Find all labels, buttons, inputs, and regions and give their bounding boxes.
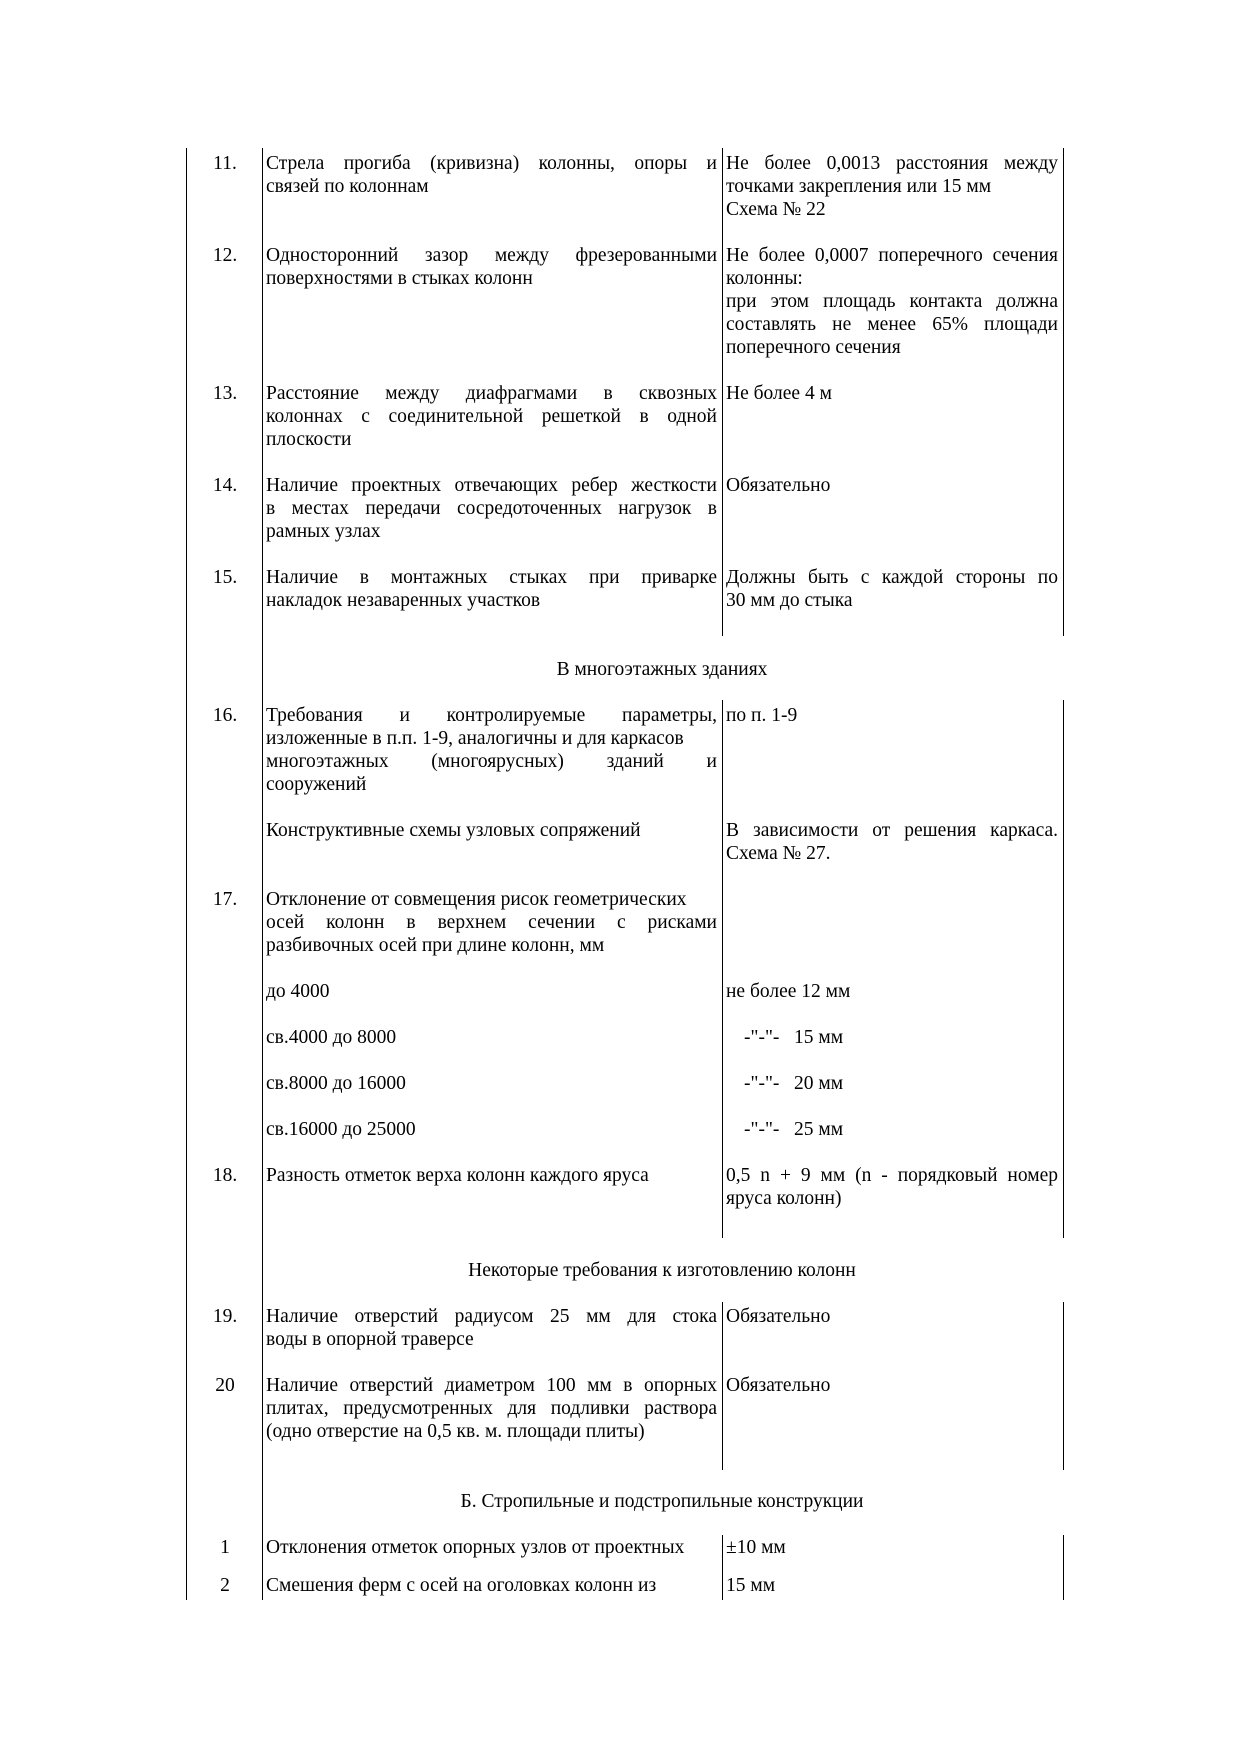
value-cell (726, 1574, 1058, 1597)
requirement-line: в местах передачи сосредоточенных нагрузок в (266, 498, 717, 519)
column-divider-2a (722, 148, 723, 636)
requirement-line: св.4000 до 8000 (266, 1027, 397, 1048)
section-heading: В многоэтажных зданиях (556, 659, 768, 680)
value-line: Не более 0,0013 расстояния между (726, 153, 1058, 174)
column-divider-2d (722, 1535, 723, 1600)
column-divider-2c (722, 1302, 723, 1470)
table-border-right-d (1063, 1535, 1064, 1600)
requirement-cell (266, 1118, 717, 1141)
requirement-line: Наличие отверстий радиусом 25 мм для стока (266, 1306, 717, 1327)
requirement-line: плоскости (266, 429, 352, 450)
row-number: 20 (215, 1375, 235, 1396)
value-line: В зависимости от решения каркаса. (726, 820, 1058, 841)
value-line: яруса колонн) (726, 1188, 842, 1209)
value-cell (726, 980, 1058, 1003)
row-number: 17. (212, 889, 238, 910)
value-line: поперечного сечения (726, 337, 901, 358)
requirement-cell (266, 1026, 717, 1049)
row-number: 16. (212, 705, 238, 726)
requirement-cell (266, 980, 717, 1003)
value-line: -"-"- 20 мм (744, 1073, 844, 1094)
requirement-line: Разность отметок верха колонн каждого яруса (266, 1165, 649, 1186)
requirement-line: Конструктивные схемы узловых сопряжений (266, 820, 641, 841)
requirement-line: (одно отверстие на 0,5 кв. м. площади плиты) (266, 1421, 645, 1442)
requirement-line: изложенные в п.п. 1-9, аналогичны и для каркасов (266, 728, 684, 749)
requirement-line: Отклонение от совмещения рисок геометрических (266, 889, 687, 910)
section-heading: Некоторые требования к изготовлению колонн (468, 1260, 856, 1281)
requirement-line: Наличие отверстий диаметром 100 мм в опорных (266, 1375, 717, 1396)
value-cell (726, 1026, 1058, 1049)
requirement-cell (266, 474, 717, 543)
value-cell (726, 1072, 1058, 1095)
requirement-line: Требования и контролируемые параметры, (266, 705, 717, 726)
requirement-line: плитах, предусмотренных для подливки раствора (266, 1398, 717, 1419)
requirement-cell (266, 1574, 717, 1597)
value-line: Обязательно (726, 1375, 831, 1396)
requirement-cell (266, 566, 717, 612)
row-number: 12. (212, 245, 238, 266)
requirement-line: связей по колоннам (266, 176, 429, 197)
requirement-line: Расстояние между диафрагмами в сквозных (266, 383, 717, 404)
requirement-line: Наличие в монтажных стыках при приварке (266, 567, 717, 588)
value-cell (726, 1164, 1058, 1210)
section-heading: Б. Стропильные и подстропильные конструкции (460, 1491, 864, 1512)
row-number: 18. (212, 1165, 238, 1186)
requirement-line: поверхностями в стыках колонн (266, 268, 533, 289)
requirement-line: накладок незаваренных участков (266, 590, 541, 611)
requirement-line: св.8000 до 16000 (266, 1073, 406, 1094)
requirement-cell (266, 1536, 717, 1559)
row-number: 14. (212, 475, 238, 496)
requirement-line: Стрела прогиба (кривизна) колонны, опоры и (266, 153, 717, 174)
row-number: 19. (212, 1306, 238, 1327)
column-divider-1 (262, 148, 263, 1600)
value-line: Не более 0,0007 поперечного сечения (726, 245, 1058, 266)
value-line: Обязательно (726, 1306, 831, 1327)
row-number: 11. (213, 153, 237, 174)
requirement-cell (266, 382, 717, 451)
requirement-line: св.16000 до 25000 (266, 1119, 416, 1140)
table-border-left (186, 148, 187, 1600)
value-line: -"-"- 25 мм (744, 1119, 844, 1140)
value-cell (726, 1118, 1058, 1141)
value-line: 15 мм (726, 1575, 776, 1596)
requirement-cell (266, 819, 717, 842)
value-cell (726, 566, 1058, 612)
value-line: Не более 4 м (726, 383, 832, 404)
requirement-line: рамных узлах (266, 521, 381, 542)
requirement-line: Односторонний зазор между фрезерованными (266, 245, 717, 266)
value-cell (726, 819, 1058, 865)
requirement-line: Отклонения отметок опорных узлов от проектных (266, 1537, 685, 1558)
value-line: 0,5 n + 9 мм (n - порядковый номер (726, 1165, 1058, 1186)
value-line: Схема № 27. (726, 843, 831, 864)
value-cell (726, 244, 1058, 359)
value-line: -"-"- 15 мм (744, 1027, 844, 1048)
requirement-line: воды в опорной траверсе (266, 1329, 474, 1350)
value-line: по п. 1-9 (726, 705, 798, 726)
value-cell (726, 704, 1058, 727)
requirement-cell (266, 1164, 717, 1187)
value-line: точками закрепления или 15 мм (726, 176, 992, 197)
requirement-cell (266, 888, 717, 957)
table-border-right-c (1063, 1302, 1064, 1470)
value-line: ±10 мм (726, 1537, 786, 1558)
column-divider-2b (722, 700, 723, 1238)
requirement-cell (266, 704, 717, 796)
requirement-line: колоннах с соединительной решеткой в одной (266, 406, 717, 427)
requirement-cell (266, 244, 717, 290)
value-cell (726, 474, 1058, 497)
requirement-line: до 4000 (266, 981, 330, 1002)
requirement-cell (266, 1374, 717, 1443)
table-border-right-b (1063, 700, 1064, 1238)
requirement-line: осей колонн в верхнем сечении с рисками (266, 912, 717, 933)
requirement-line: сооружений (266, 774, 367, 795)
row-number: 2 (220, 1575, 230, 1596)
requirement-cell (266, 1072, 717, 1095)
table-border-right-a (1063, 148, 1064, 636)
value-line: колонны: (726, 268, 803, 289)
value-cell (726, 1374, 1058, 1397)
value-cell (726, 1305, 1058, 1328)
requirement-line: многоэтажных (многоярусных) зданий и (266, 751, 717, 772)
requirement-line: разбивочных осей при длине колонн, мм (266, 935, 605, 956)
value-line: не более 12 мм (726, 981, 851, 1002)
value-cell (726, 152, 1058, 221)
row-number: 13. (212, 383, 238, 404)
row-number: 1 (220, 1537, 230, 1558)
value-line: Должны быть с каждой стороны по (726, 567, 1058, 588)
value-cell (726, 382, 1058, 405)
requirement-line: Смешения ферм с осей на оголовках колонн из (266, 1575, 657, 1596)
value-line: 30 мм до стыка (726, 590, 853, 611)
value-line: при этом площадь контакта должна (726, 291, 1058, 312)
value-line: Схема № 22 (726, 199, 826, 220)
value-line: Обязательно (726, 475, 831, 496)
requirement-cell (266, 1305, 717, 1351)
row-number: 15. (212, 567, 238, 588)
requirement-cell (266, 152, 717, 198)
value-cell (726, 1536, 1058, 1559)
requirement-line: Наличие проектных отвечающих ребер жесткости (266, 475, 717, 496)
value-line: составлять не менее 65% площади (726, 314, 1058, 335)
